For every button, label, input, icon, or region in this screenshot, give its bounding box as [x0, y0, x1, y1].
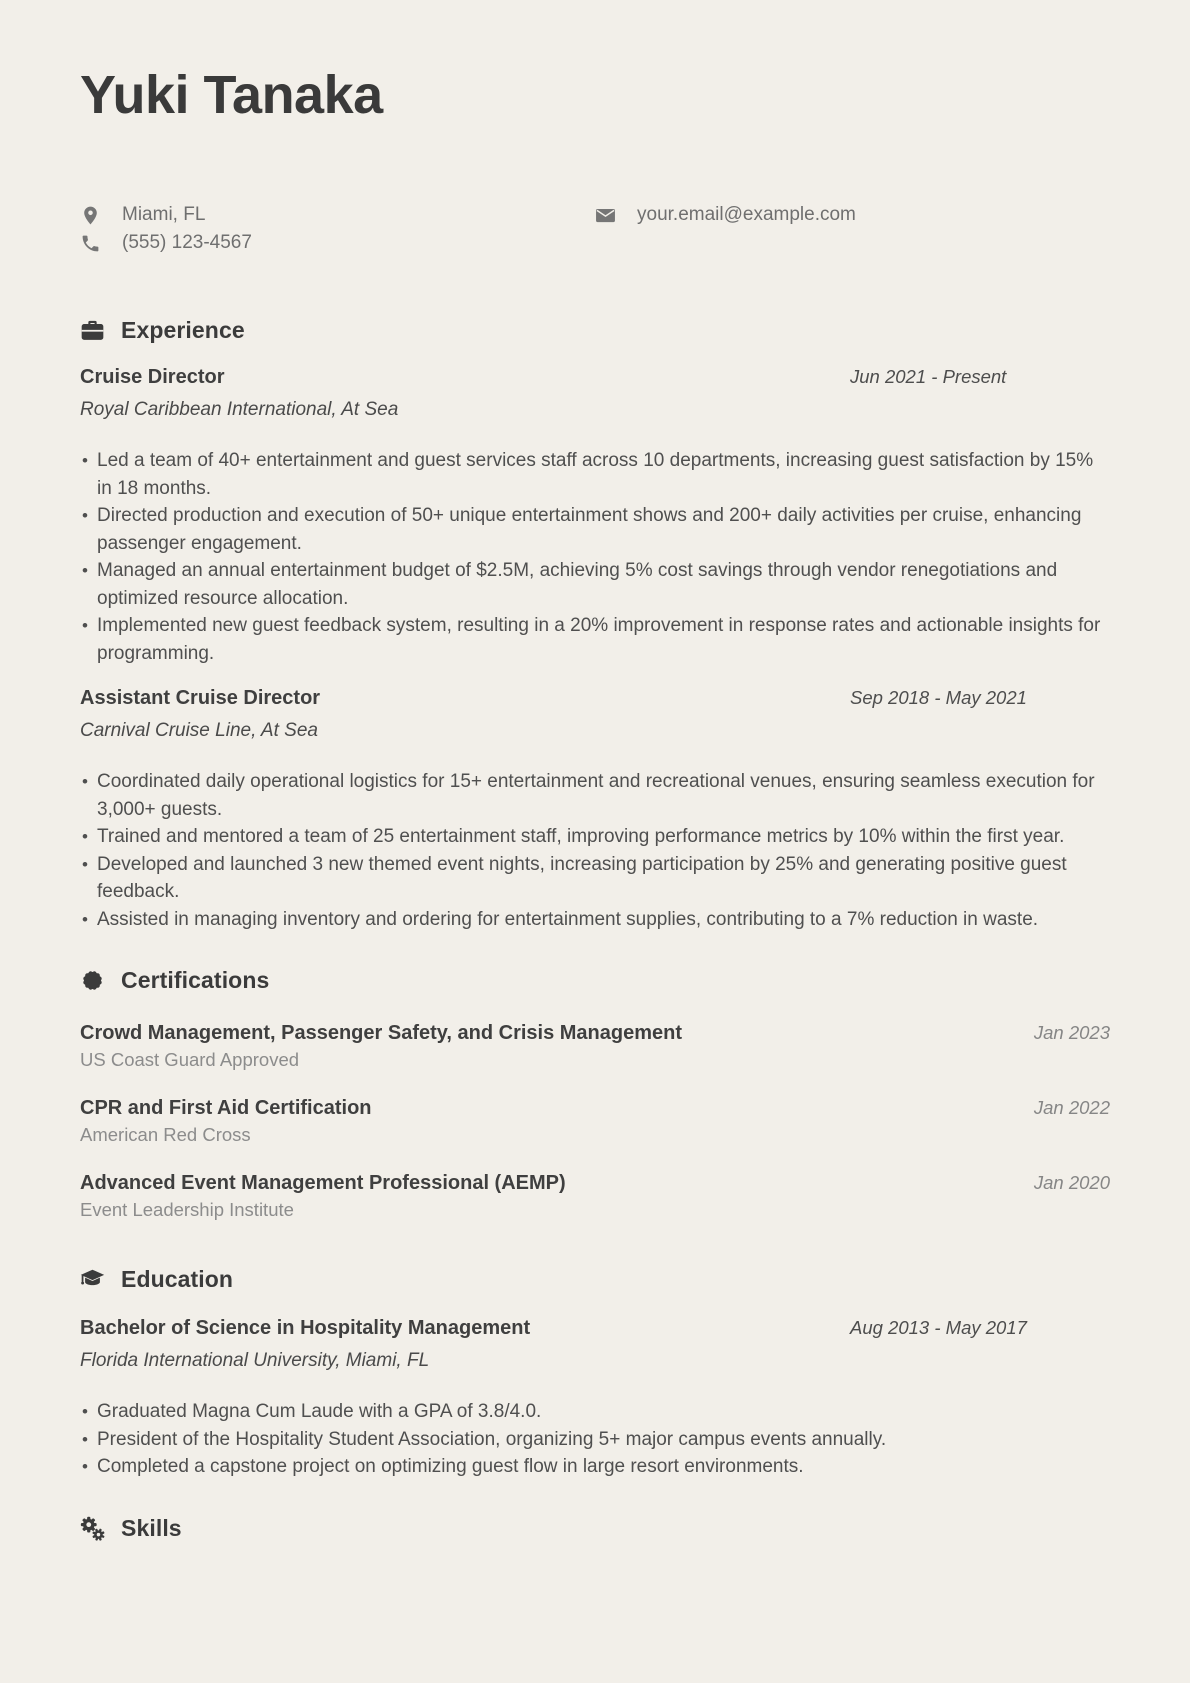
- bullet-item: • Graduated Magna Cum Laude with a GPA of 3.8/4.0.: [80, 1398, 1110, 1426]
- experience-entry: [80, 685, 1110, 933]
- education-bullets: [80, 1398, 1110, 1481]
- contact-email: [595, 203, 1110, 227]
- bullet-item: • Implemented new guest feedback system, resulting in a 20% improvement in response rates and actionable insights for programming.: [80, 612, 1110, 667]
- contact-email-text: your.email@example.com: [637, 204, 856, 226]
- certification-name: Advanced Event Management Professional (AEMP): [80, 1172, 566, 1195]
- bullet-item: • Directed production and execution of 50+ unique entertainment shows and 200+ daily activities per cruise, enhancing passenger engagement.: [80, 502, 1110, 557]
- bullet-item: • Coordinated daily operational logistics for 15+ entertainment and recreational venues, ensuring seamless execution for 3,000+ guests.: [80, 768, 1110, 823]
- experience-entry: [80, 364, 1110, 667]
- location-pin-icon: [80, 205, 101, 226]
- job-bullets: [80, 768, 1110, 933]
- school-name: Florida International University, Miami, FL: [80, 1350, 430, 1372]
- certification-item: [80, 1020, 1110, 1072]
- envelope-icon: [595, 205, 616, 226]
- certification-date: Jan 2020: [1033, 1172, 1110, 1194]
- job-company: Carnival Cruise Line, At Sea: [80, 720, 318, 742]
- certificate-seal-icon: [80, 968, 105, 993]
- person-name: Yuki Tanaka: [80, 65, 383, 125]
- education-entry: [80, 1315, 1110, 1481]
- bullet-item: • Completed a capstone project on optimizing guest flow in large resort environments.: [80, 1453, 1110, 1481]
- certifications-section-title: Certifications: [121, 967, 270, 994]
- contact-info: [80, 203, 1110, 255]
- skills-section-title: Skills: [121, 1514, 182, 1541]
- degree-title: Bachelor of Science in Hospitality Management: [80, 1317, 531, 1340]
- certification-item: [80, 1095, 1110, 1147]
- bullet-item: • Managed an annual entertainment budget of $2.5M, achieving 5% cost savings through vendor renegotiations and optimized resource allocation.: [80, 557, 1110, 612]
- briefcase-icon: [80, 318, 105, 343]
- bullet-item: • President of the Hospitality Student Association, organizing 5+ major campus events annually.: [80, 1426, 1110, 1454]
- resume-header: [80, 66, 1110, 255]
- bullet-item: • Assisted in managing inventory and ordering for entertainment supplies, contributing to a 7% reduction in waste.: [80, 906, 1110, 934]
- job-title: Cruise Director: [80, 366, 225, 389]
- contact-phone-text: (555) 123-4567: [122, 232, 252, 254]
- graduation-cap-icon: [80, 1267, 105, 1292]
- job-company: Royal Caribbean International, At Sea: [80, 399, 399, 421]
- section-skills: [80, 1515, 1110, 1542]
- job-title: Assistant Cruise Director: [80, 687, 321, 710]
- skills-section-header: [80, 1515, 1110, 1542]
- bullet-item: • Led a team of 40+ entertainment and guest services staff across 10 departments, increasing guest satisfaction by 15% in 18 months.: [80, 447, 1110, 502]
- bullet-item: • Developed and launched 3 new themed event nights, increasing participation by 25% and generating positive guest feedback.: [80, 851, 1110, 906]
- contact-phone: [80, 231, 595, 255]
- section-experience: [80, 317, 1110, 933]
- contact-location: [80, 203, 595, 227]
- experience-section-title: Experience: [121, 317, 245, 344]
- experience-section-header: [80, 317, 1110, 344]
- phone-icon: [80, 233, 101, 254]
- section-education: [80, 1266, 1110, 1481]
- certification-date: Jan 2023: [1033, 1022, 1110, 1044]
- certification-issuer: American Red Cross: [80, 1124, 251, 1146]
- bullet-item: • Trained and mentored a team of 25 entertainment staff, improving performance metrics by 10% within the first year.: [80, 823, 1110, 851]
- certification-item: [80, 1170, 1110, 1222]
- section-certifications: [80, 967, 1110, 1222]
- education-dates: Aug 2013 - May 2017: [850, 1317, 1027, 1339]
- education-section-title: Education: [121, 1266, 234, 1293]
- education-section-header: [80, 1266, 1110, 1293]
- job-dates: Sep 2018 - May 2021: [850, 687, 1027, 709]
- job-dates: Jun 2021 - Present: [850, 366, 1007, 388]
- certification-name: Crowd Management, Passenger Safety, and Crisis Management: [80, 1022, 683, 1045]
- certifications-section-header: [80, 967, 1110, 994]
- certification-issuer: US Coast Guard Approved: [80, 1049, 300, 1071]
- certification-issuer: Event Leadership Institute: [80, 1199, 294, 1221]
- gears-icon: [80, 1516, 105, 1541]
- job-bullets: [80, 447, 1110, 667]
- certification-date: Jan 2022: [1033, 1097, 1110, 1119]
- contact-location-text: Miami, FL: [122, 204, 206, 226]
- certification-name: CPR and First Aid Certification: [80, 1097, 372, 1120]
